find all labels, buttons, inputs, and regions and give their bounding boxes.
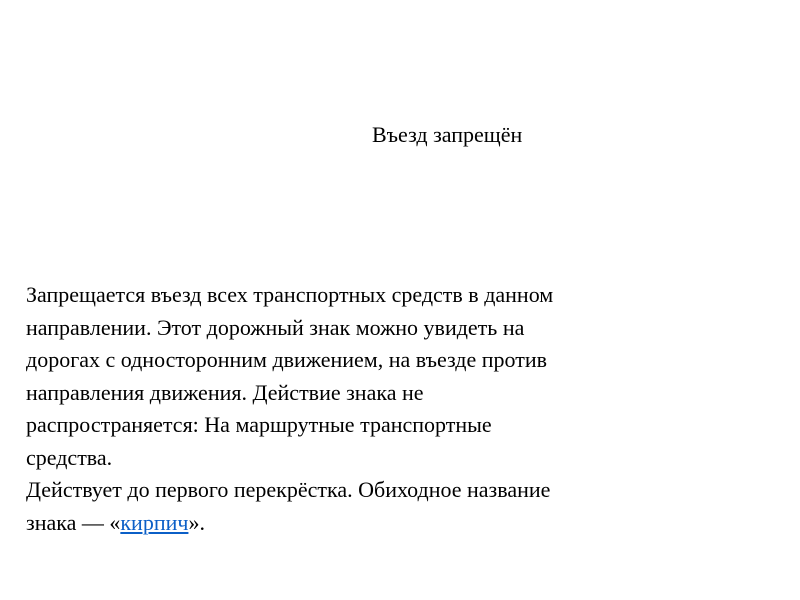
- description-line-1: Запрещается въезд всех транспортных средств в данном: [26, 282, 554, 307]
- slide-title: Въезд запрещён: [372, 122, 523, 147]
- note-line-1: Действует до первого перекрёстка. Обиходное название: [26, 477, 551, 502]
- description-paragraph: [26, 279, 786, 474]
- description-line-6: средства.: [26, 444, 113, 470]
- note-suffix: ».: [188, 509, 205, 535]
- description-line-5: распространяется: На маршрутные транспортные: [26, 412, 492, 437]
- kirpich-link[interactable]: кирпич: [120, 509, 189, 535]
- slide-body: [26, 279, 786, 539]
- description-line-3: дорогах с односторонним движением, на въезде против: [26, 347, 548, 372]
- description-line-4: направления движения. Действие знака не: [26, 379, 424, 405]
- description-line-2: направлении. Этот дорожный знак можно увидеть на: [26, 314, 525, 340]
- note-prefix: знака — «: [26, 509, 121, 535]
- note-paragraph: [26, 474, 786, 539]
